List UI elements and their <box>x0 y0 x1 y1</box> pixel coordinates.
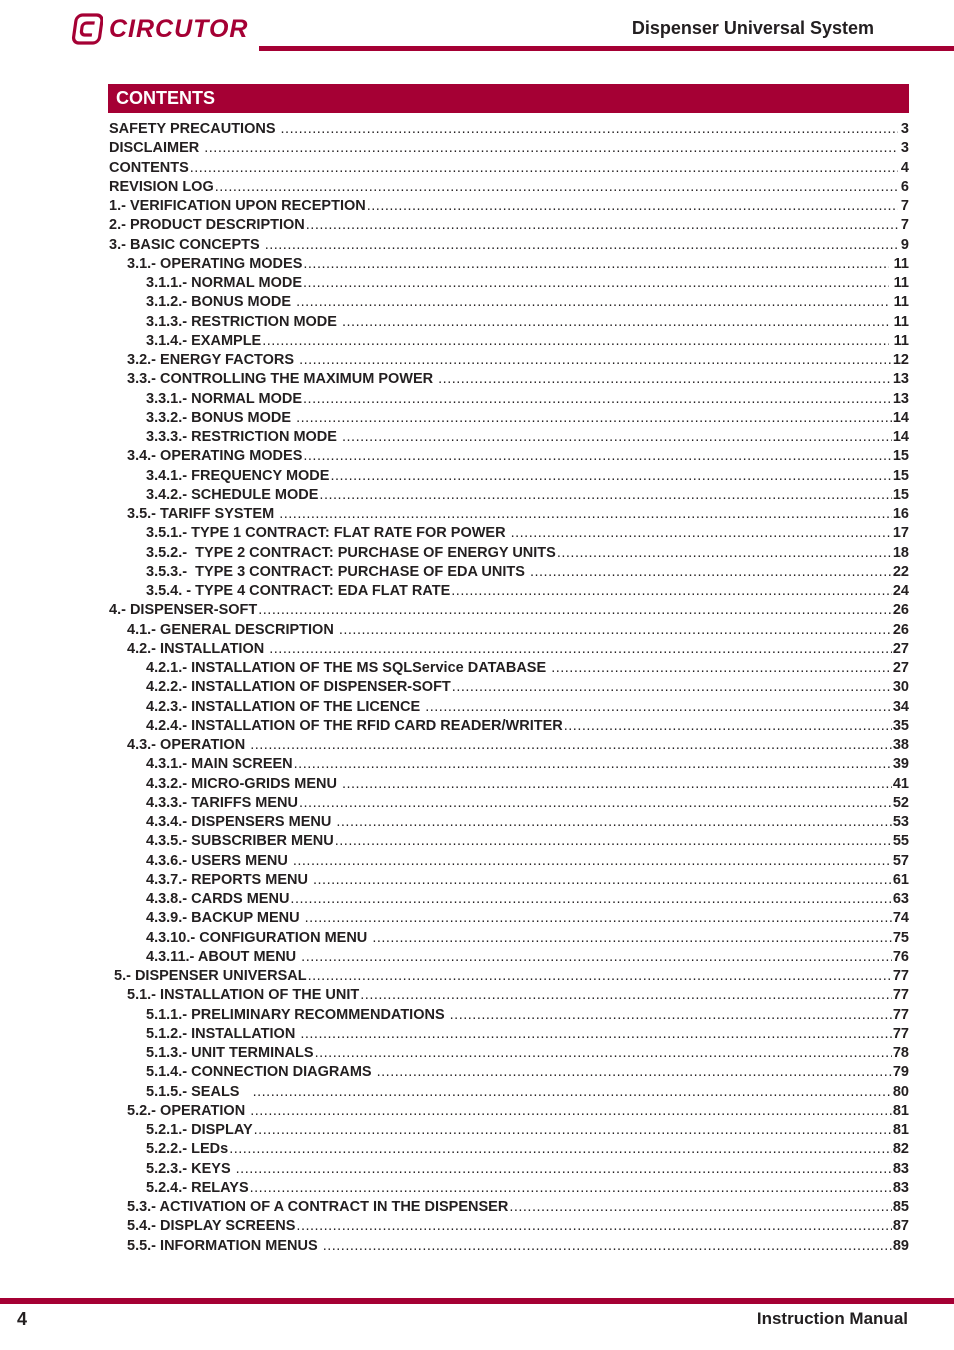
toc-entry[interactable] <box>109 1084 909 1103</box>
toc-entry[interactable] <box>109 525 909 544</box>
toc-entry[interactable] <box>109 641 909 660</box>
toc-entry-label: 3.3.3.- RESTRICTION MODE <box>146 429 341 445</box>
toc-entry-page: 24 <box>892 583 909 599</box>
toc-entry-page: 27 <box>892 660 909 676</box>
toc-dot-leader <box>372 930 892 946</box>
toc-entry[interactable] <box>109 1122 909 1141</box>
toc-entry-page: 38 <box>892 737 909 753</box>
toc-entry-label: 4.2.- INSTALLATION <box>127 640 269 657</box>
toc-dot-leader <box>557 545 892 561</box>
toc-entry[interactable] <box>109 930 909 949</box>
toc-entry[interactable] <box>109 410 909 429</box>
toc-dot-leader <box>360 987 892 1003</box>
toc-entry[interactable] <box>109 1007 909 1026</box>
toc-entry-page: 87 <box>892 1218 909 1235</box>
toc-dot-leader <box>301 949 892 965</box>
toc-dot-leader <box>319 487 891 503</box>
toc-dot-leader <box>451 583 892 599</box>
toc-entry-page: 41 <box>892 775 909 792</box>
toc-entry[interactable] <box>109 121 909 140</box>
toc-entry[interactable] <box>109 872 909 891</box>
toc-entry-page: 81 <box>892 1102 909 1119</box>
toc-entry-page: 61 <box>892 871 909 888</box>
toc-entry-label: 5.2.3.- KEYS <box>146 1160 235 1177</box>
toc-dot-leader <box>511 525 892 541</box>
toc-entry-label: 5.3.- ACTIVATION OF A CONTRACT IN THE DISPENSER <box>127 1199 509 1215</box>
toc-entry-label: 3.1.1.- NORMAL MODE <box>146 275 303 291</box>
toc-entry[interactable] <box>109 814 909 833</box>
toc-dot-leader <box>306 217 898 233</box>
toc-entry-label: 5.2.2.- LEDs <box>146 1141 229 1158</box>
toc-entry-label: 5.1.5.- SEALS <box>146 1083 252 1100</box>
toc-entry[interactable] <box>109 352 909 371</box>
toc-dot-leader <box>305 910 892 926</box>
toc-entry[interactable] <box>109 140 909 159</box>
toc-entry-label: 4.- DISPENSER-SOFT <box>109 602 258 619</box>
toc-entry-page: 17 <box>892 525 909 542</box>
toc-entry-page: 83 <box>892 1179 909 1196</box>
toc-entry[interactable] <box>109 1161 909 1180</box>
toc-entry[interactable] <box>109 660 909 679</box>
toc-entry-label: 5.1.1.- PRELIMINARY RECOMMENDATIONS <box>146 1006 449 1023</box>
toc-entry[interactable] <box>109 371 909 390</box>
contents-heading: CONTENTS <box>108 84 909 113</box>
toc-dot-leader <box>367 198 898 214</box>
table-of-contents <box>109 121 909 1257</box>
toc-entry-page: 26 <box>892 621 909 638</box>
toc-entry[interactable] <box>109 1026 909 1045</box>
toc-entry-label: 3.4.2.- SCHEDULE MODE <box>146 486 319 503</box>
toc-entry-page: 27 <box>892 640 909 657</box>
toc-entry[interactable] <box>109 487 909 506</box>
toc-entry-page: 15 <box>892 467 909 484</box>
toc-entry-page: 74 <box>892 910 909 927</box>
toc-dot-leader <box>315 1045 892 1061</box>
toc-dot-leader <box>336 814 892 830</box>
toc-entry-page: 55 <box>892 833 909 850</box>
toc-entry[interactable] <box>109 1180 909 1199</box>
toc-entry[interactable] <box>109 160 909 179</box>
toc-entry[interactable] <box>109 1199 909 1218</box>
toc-dot-leader <box>215 179 898 195</box>
toc-entry-label: 4.2.3.- INSTALLATION OF THE LICENCE <box>146 698 425 715</box>
toc-entry-label: 4.3.4.- DISPENSERS MENU <box>146 814 336 830</box>
toc-entry-label: 4.3.6.- USERS MENU <box>146 852 292 869</box>
toc-entry-label: 4.3.11.- ABOUT MENU <box>146 948 301 965</box>
toc-entry[interactable] <box>109 776 909 795</box>
toc-entry-page: 35 <box>892 717 909 734</box>
toc-entry[interactable] <box>109 237 909 256</box>
toc-entry[interactable] <box>109 910 909 929</box>
toc-entry-page: 80 <box>892 1083 909 1100</box>
toc-entry[interactable] <box>109 679 909 698</box>
toc-entry-label: 3.5.2.- TYPE 2 CONTRACT: PURCHASE OF ENERGY UNITS <box>146 544 556 561</box>
toc-entry[interactable] <box>109 1064 909 1083</box>
toc-entry-label: 4.3.10.- CONFIGURATION MENU <box>146 929 372 946</box>
toc-dot-leader <box>229 1141 892 1157</box>
toc-entry[interactable] <box>109 333 909 352</box>
toc-entry-label: 4.3.8.- CARDS MENU <box>146 891 290 907</box>
toc-entry[interactable] <box>109 1238 909 1257</box>
toc-entry-page: 78 <box>892 1045 909 1061</box>
toc-entry-page: 76 <box>892 948 909 965</box>
toc-entry-label: 5.4.- DISPLAY SCREENS <box>127 1218 296 1235</box>
toc-entry-label: 5.2.4.- RELAYS <box>146 1179 249 1196</box>
toc-entry-label: 3.- BASIC CONCEPTS <box>109 236 264 253</box>
toc-entry-page: 6 <box>900 178 909 195</box>
toc-entry-label: 4.2.2.- INSTALLATION OF DISPENSER-SOFT <box>146 679 451 696</box>
toc-entry-page: 63 <box>892 891 909 907</box>
toc-entry-page: 12 <box>892 352 909 368</box>
toc-entry-page: 14 <box>892 409 909 426</box>
toc-entry-page: 16 <box>892 506 909 522</box>
toc-dot-leader <box>303 448 891 464</box>
toc-entry-label: 3.1.4.- EXAMPLE <box>146 332 262 349</box>
toc-dot-leader <box>551 660 892 676</box>
toc-entry-page: 15 <box>892 486 909 503</box>
toc-entry[interactable] <box>109 468 909 487</box>
toc-entry-label: 3.5.- TARIFF SYSTEM <box>127 506 279 522</box>
toc-dot-leader <box>290 891 891 907</box>
header-divider <box>259 46 954 51</box>
toc-dot-leader <box>564 718 892 734</box>
toc-entry-label: 3.5.4. - TYPE 4 CONTRACT: EDA FLAT RATE <box>146 583 451 599</box>
toc-entry-label: 3.3.- CONTROLLING THE MAXIMUM POWER <box>127 371 438 388</box>
toc-dot-leader <box>250 737 892 753</box>
toc-entry-label: 4.3.1.- MAIN SCREEN <box>146 756 293 773</box>
toc-entry-page: 11 <box>889 255 909 272</box>
toc-dot-leader <box>452 679 892 695</box>
toc-dot-leader <box>303 256 888 272</box>
toc-entry-page: 77 <box>892 987 909 1004</box>
toc-entry-page: 85 <box>892 1199 909 1215</box>
toc-entry-page: 39 <box>892 756 909 773</box>
toc-dot-leader <box>258 602 892 618</box>
toc-entry-label: 4.3.- OPERATION <box>127 737 250 753</box>
toc-entry[interactable] <box>109 564 909 583</box>
toc-entry-page: 11 <box>889 275 909 291</box>
toc-entry-page: 89 <box>892 1237 909 1254</box>
toc-entry-label: 3.5.1.- TYPE 1 CONTRACT: FLAT RATE FOR POWER <box>146 525 510 542</box>
toc-dot-leader <box>530 564 892 580</box>
toc-entry-page: 3 <box>900 140 909 157</box>
toc-dot-leader <box>425 699 892 715</box>
toc-dot-leader <box>269 641 892 657</box>
toc-dot-leader <box>293 853 892 869</box>
toc-entry[interactable] <box>109 622 909 641</box>
toc-dot-leader <box>299 795 892 811</box>
toc-dot-leader <box>339 622 892 638</box>
toc-entry[interactable] <box>109 583 909 602</box>
toc-entry[interactable] <box>109 795 909 814</box>
footer-divider <box>0 1298 954 1304</box>
toc-entry[interactable] <box>109 314 909 333</box>
toc-entry-label: 3.3.2.- BONUS MODE <box>146 409 296 426</box>
toc-entry-page: 57 <box>892 852 909 869</box>
document-title: Dispenser Universal System <box>631 18 874 38</box>
circutor-logo-icon <box>71 13 103 45</box>
logo-text: CIRCUTOR <box>109 14 249 43</box>
toc-entry[interactable] <box>109 429 909 448</box>
toc-entry[interactable] <box>109 1141 909 1160</box>
toc-dot-leader <box>299 352 892 368</box>
toc-entry-page: 3 <box>900 121 909 137</box>
toc-dot-leader <box>281 121 898 137</box>
toc-dot-leader <box>296 294 889 310</box>
toc-entry-page: 82 <box>892 1141 909 1158</box>
toc-dot-leader <box>300 1026 892 1042</box>
toc-entry[interactable] <box>109 699 909 718</box>
toc-entry-label: 3.4.1.- FREQUENCY MODE <box>146 467 330 484</box>
toc-entry-label: 3.2.- ENERGY FACTORS <box>127 352 299 368</box>
toc-dot-leader <box>254 1122 892 1138</box>
toc-entry[interactable] <box>109 1218 909 1237</box>
toc-entry-page: 15 <box>892 448 909 465</box>
toc-dot-leader <box>377 1064 892 1080</box>
toc-entry[interactable] <box>109 718 909 737</box>
toc-entry-label: REVISION LOG <box>109 178 214 195</box>
toc-dot-leader <box>294 756 892 772</box>
toc-dot-leader <box>262 333 888 349</box>
toc-dot-leader <box>250 1103 892 1119</box>
toc-dot-leader <box>323 1238 892 1254</box>
toc-dot-leader <box>236 1161 892 1177</box>
toc-dot-leader <box>303 391 892 407</box>
toc-entry-label: 5.1.4.- CONNECTION DIAGRAMS <box>146 1064 376 1081</box>
toc-entry[interactable] <box>109 891 909 910</box>
toc-entry-page: 52 <box>892 794 909 811</box>
toc-dot-leader <box>342 314 889 330</box>
toc-entry-page: 7 <box>900 198 909 214</box>
circutor-logo <box>71 12 248 46</box>
toc-entry-label: CONTENTS <box>109 159 189 176</box>
toc-dot-leader <box>296 1218 891 1234</box>
page-number: 4 <box>17 1309 28 1329</box>
toc-entry[interactable] <box>109 602 909 621</box>
toc-entry-page: 77 <box>892 968 909 984</box>
toc-dot-leader <box>296 410 892 426</box>
toc-entry-page: 53 <box>892 814 909 830</box>
toc-entry-label: 1.- VERIFICATION UPON RECEPTION <box>109 198 366 214</box>
toc-entry-label: 3.3.1.- NORMAL MODE <box>146 390 303 407</box>
toc-entry-page: 4 <box>900 159 909 176</box>
toc-entry[interactable] <box>109 179 909 198</box>
toc-entry[interactable] <box>109 391 909 410</box>
toc-entry-page: 11 <box>889 313 909 330</box>
toc-entry-label: 4.3.9.- BACKUP MENU <box>146 910 304 927</box>
toc-entry-label: 4.3.3.- TARIFFS MENU <box>146 794 298 811</box>
toc-entry-label: 4.3.2.- MICRO-GRIDS MENU <box>146 775 341 792</box>
toc-dot-leader <box>313 872 892 888</box>
toc-entry[interactable] <box>109 275 909 294</box>
toc-entry-page: 13 <box>892 390 909 407</box>
toc-entry-label: 4.2.1.- INSTALLATION OF THE MS SQLService DATABASE <box>146 660 551 676</box>
toc-entry-page: 9 <box>900 236 909 253</box>
toc-entry-label: 3.4.- OPERATING MODES <box>127 448 303 465</box>
toc-entry[interactable] <box>109 1103 909 1122</box>
toc-dot-leader <box>279 506 892 522</box>
toc-entry-label: 5.2.1.- DISPLAY <box>146 1122 253 1138</box>
toc-entry-page: 79 <box>892 1064 909 1081</box>
toc-entry-label: 5.2.- OPERATION <box>127 1102 250 1119</box>
toc-entry[interactable] <box>109 294 909 313</box>
toc-entry-page: 18 <box>892 544 909 561</box>
toc-entry[interactable] <box>109 737 909 756</box>
toc-entry-page: 22 <box>892 563 909 580</box>
toc-entry[interactable] <box>109 968 909 987</box>
toc-dot-leader <box>253 1084 892 1100</box>
toc-entry-page: 26 <box>892 602 909 619</box>
toc-entry[interactable] <box>109 256 909 275</box>
toc-entry-label: 5.1.- INSTALLATION OF THE UNIT <box>127 987 360 1004</box>
toc-entry-page: 34 <box>892 698 909 715</box>
toc-entry[interactable] <box>109 853 909 872</box>
toc-entry-page: 30 <box>892 679 909 696</box>
toc-dot-leader <box>342 776 892 792</box>
toc-entry-label: 3.1.2.- BONUS MODE <box>146 294 296 311</box>
toc-entry-label: 4.3.5.- SUBSCRIBER MENU <box>146 833 334 850</box>
toc-entry-page: 77 <box>892 1025 909 1042</box>
toc-entry[interactable] <box>109 448 909 467</box>
toc-dot-leader <box>450 1007 892 1023</box>
toc-dot-leader <box>308 968 892 984</box>
toc-dot-leader <box>509 1199 892 1215</box>
toc-entry-label: 5.5.- INFORMATION MENUS <box>127 1237 322 1254</box>
toc-entry-label: 5.1.3.- UNIT TERMINALS <box>146 1045 314 1061</box>
toc-entry-page: 14 <box>892 429 909 445</box>
toc-dot-leader <box>265 237 898 253</box>
toc-entry[interactable] <box>109 987 909 1006</box>
toc-dot-leader <box>204 140 898 156</box>
toc-entry-page: 81 <box>892 1122 909 1138</box>
toc-entry-label: 5.- DISPENSER UNIVERSAL <box>114 968 307 984</box>
toc-entry-label: SAFETY PRECAUTIONS <box>109 121 280 137</box>
toc-entry[interactable] <box>109 1045 909 1064</box>
toc-entry[interactable] <box>109 217 909 236</box>
toc-entry[interactable] <box>109 198 909 217</box>
toc-entry[interactable] <box>109 545 909 564</box>
toc-entry-page: 11 <box>889 332 909 349</box>
toc-dot-leader <box>438 371 892 387</box>
toc-entry[interactable] <box>109 506 909 525</box>
toc-entry-label: 3.1.- OPERATING MODES <box>127 255 303 272</box>
toc-entry[interactable] <box>109 756 909 775</box>
toc-entry-label: 3.1.3.- RESTRICTION MODE <box>146 313 341 330</box>
toc-dot-leader <box>335 833 892 849</box>
toc-entry-label: 4.3.7.- REPORTS MENU <box>146 871 312 888</box>
toc-entry[interactable] <box>109 833 909 852</box>
toc-entry-page: 13 <box>892 371 909 388</box>
toc-dot-leader <box>303 275 889 291</box>
toc-entry[interactable] <box>109 949 909 968</box>
toc-entry-page: 11 <box>889 294 909 311</box>
toc-entry-page: 77 <box>892 1006 909 1023</box>
toc-entry-label: 5.1.2.- INSTALLATION <box>146 1025 300 1042</box>
toc-entry-page: 7 <box>900 217 909 234</box>
toc-entry-page: 75 <box>892 929 909 946</box>
footer-title: Instruction Manual <box>756 1309 908 1328</box>
toc-entry-label: 2.- PRODUCT DESCRIPTION <box>109 217 305 234</box>
toc-entry-label: 4.1.- GENERAL DESCRIPTION <box>127 621 338 638</box>
toc-dot-leader <box>250 1180 892 1196</box>
toc-dot-leader <box>330 468 891 484</box>
toc-entry-label: 3.5.3.- TYPE 3 CONTRACT: PURCHASE OF EDA UNITS <box>146 563 529 580</box>
toc-dot-leader <box>190 160 898 176</box>
toc-entry-page: 83 <box>892 1160 909 1177</box>
toc-entry-label: DISCLAIMER <box>109 140 204 157</box>
toc-entry-label: 4.2.4.- INSTALLATION OF THE RFID CARD READER/WRITER <box>146 717 563 734</box>
toc-dot-leader <box>342 429 892 445</box>
